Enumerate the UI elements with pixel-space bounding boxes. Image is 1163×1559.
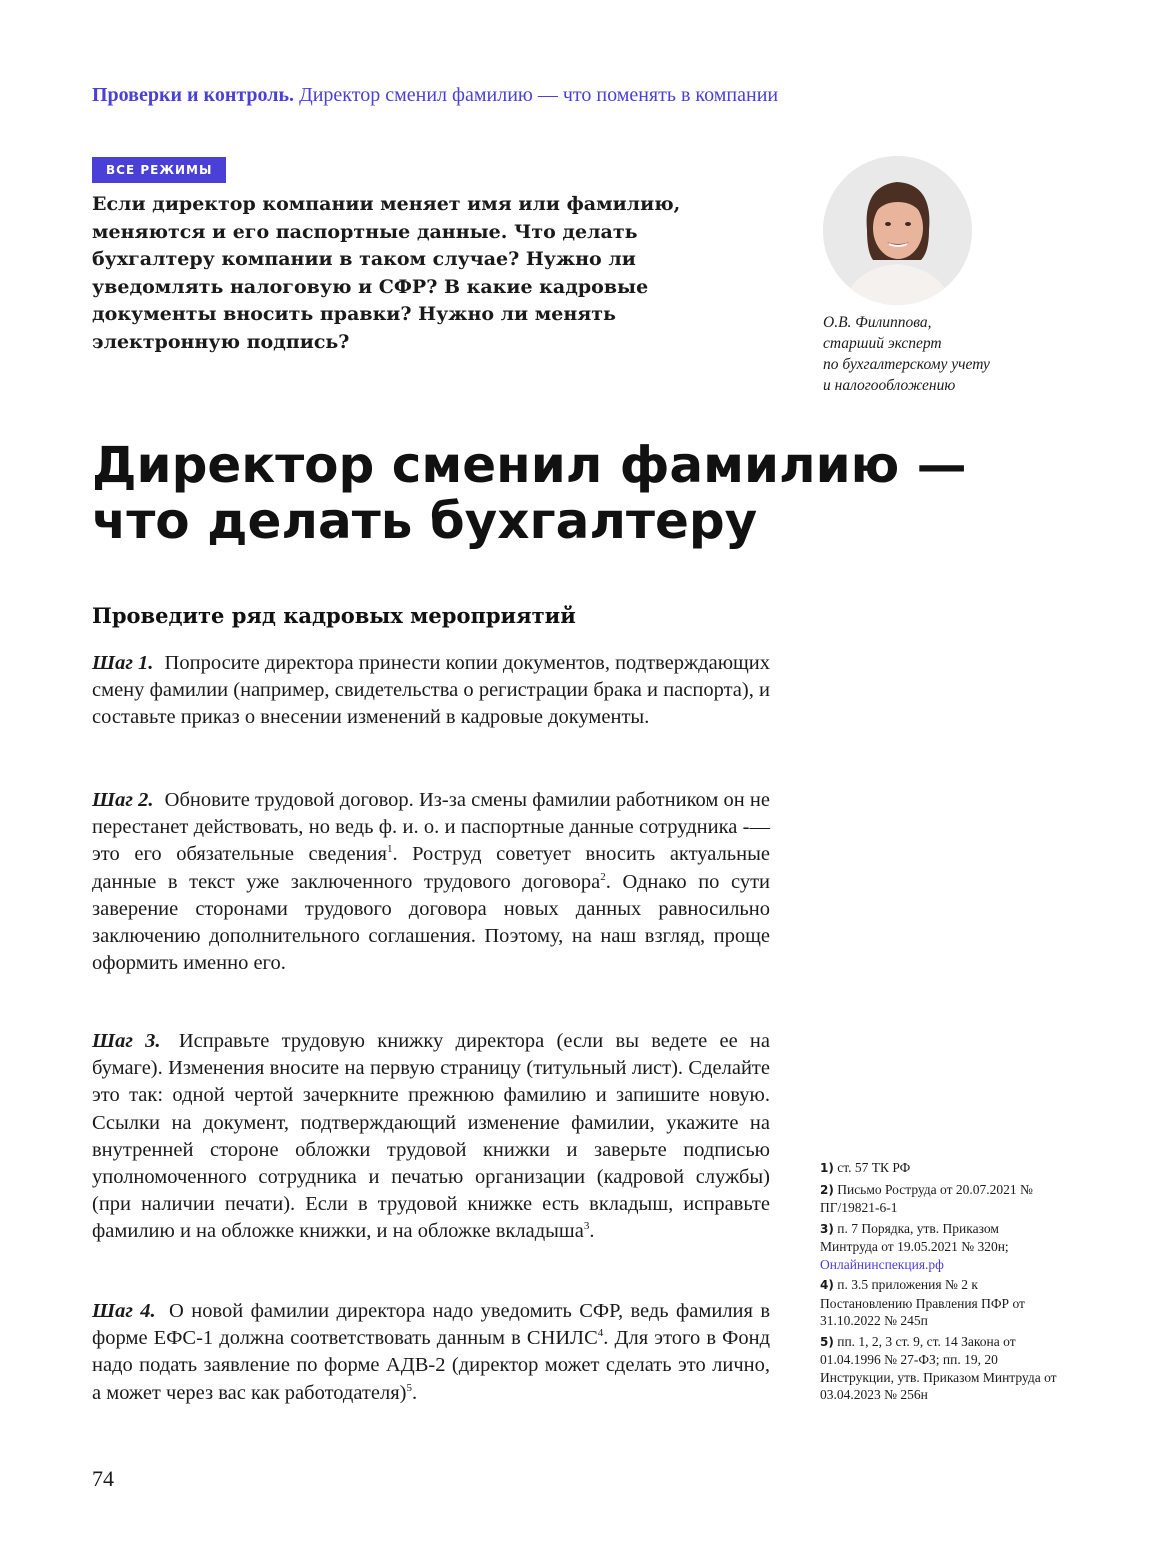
footnote-ref-4[interactable]: 4	[597, 1327, 604, 1340]
step-4-text-a: О новой фамилии директора надо уведомить СФР, ведь фамилия в форме ЕФС-1 должна соответствовать данным в СНИЛС	[92, 1300, 771, 1350]
footnote-5	[820, 1333, 1060, 1404]
lead-paragraph: Если директор компании меняет имя или фамилию, меняются и его паспортные данные. Что делать бухгалтеру компании в таком случае? Нужно ли уведомлять налоговую и СФР? В какие кадровые документы вносить правки? Нужно ли менять электронную подпись?	[92, 193, 681, 353]
footnote-3	[820, 1220, 1060, 1274]
tax-regime-badge: ВСЕ РЕЖИМЫ	[92, 157, 226, 183]
step-1-paragraph	[92, 650, 770, 732]
author-role-line-1: старший эксперт	[823, 335, 942, 352]
footnote-ref-1[interactable]: 1	[386, 843, 393, 856]
article-title-line-2: что делать бухгалтеру	[92, 492, 758, 550]
step-1-label: Шаг 1.	[92, 652, 154, 674]
footnote-2-number: 2)	[820, 1182, 834, 1197]
step-2-text-c: . Однако по сути заверение сторонами трудового договора новых данных равносильно заключению дополнительного соглашения. Поэтому, на наш взгляд, проще оформить именно его.	[92, 870, 770, 975]
footnote-3-link[interactable]: Онлайнинспекция.рф	[820, 1256, 944, 1272]
step-3-text-b: .	[589, 1220, 595, 1243]
step-4-paragraph	[92, 1298, 770, 1407]
running-head-article: Директор сменил фамилию — что поменять в компании	[299, 84, 779, 106]
step-4-label: Шаг 4.	[92, 1300, 156, 1322]
footnote-3-text: п. 7 Порядка, утв. Приказом Минтруда от 19.05.2021 № 320н;	[820, 1220, 1009, 1254]
author-photo	[823, 156, 972, 305]
step-3-text-a: Исправьте трудовую книжку директора (если вы ведете ее на бумаге). Изменения вносите на первую страницу (титульный лист). Сделайте это так: одной чертой зачеркните прежнюю фамилию и запишите новую. Ссылки на документ, подтверждающий изменение фамилии, укажите на внутренней стороне обложки трудовой книжки и заверьте подписью уполномоченного сотрудника и печатью организации (кадровой службы) (при наличии печати). Если в трудовой книжке есть вкладыш, исправьте фамилию и на обложке книжки, и на обложке вкладыша	[92, 1030, 771, 1243]
step-4-text-b: . Для этого в Фонд надо подать заявление по форме АДВ-2 (директор может сделать это лично, а может через вас как работодателя)	[92, 1327, 770, 1404]
step-2-label: Шаг 2.	[92, 789, 154, 811]
footnote-ref-2[interactable]: 2	[600, 870, 606, 883]
running-head-section: Проверки и контроль.	[92, 84, 295, 106]
step-2-paragraph	[92, 787, 770, 977]
running-head	[92, 84, 1052, 107]
step-3-label: Шаг 3.	[92, 1030, 161, 1052]
article-title-line-1: Директор сменил фамилию —	[92, 436, 967, 494]
footnote-4-number: 4)	[820, 1278, 834, 1292]
article-title	[92, 437, 1032, 549]
footnote-ref-5[interactable]: 5	[406, 1381, 412, 1394]
footnote-1-text: ст. 57 ТК РФ	[837, 1160, 911, 1175]
footnote-5-text: пп. 1, 2, 3 ст. 9, ст. 14 Закона от 01.04.1996 № 27-ФЗ; пп. 19, 20 Инструкции, утв. Приказом Минтруда от 03.04.2023 № 256н	[820, 1333, 1057, 1402]
step-2-text-b: . Роструд советует вносить актуальные данные в текст уже заключенного трудового договора	[92, 843, 770, 893]
author-name: О.В. Филиппова,	[823, 314, 932, 331]
step-2-text-a: Обновите трудовой договор. Из-за смены фамилии работником он не перестанет действовать, но ведь ф. и. о. и паспортные данные сотрудника -— это его обязательные сведения	[92, 789, 771, 866]
footnotes-column	[820, 1159, 1060, 1407]
section-subhead: Проведите ряд кадровых мероприятий	[92, 603, 576, 628]
footnote-ref-3[interactable]: 3	[583, 1220, 590, 1233]
step-1-text: Попросите директора принести копии документов, подтверждающих смену фамилии (например, свидетельства о регистрации брака и паспорта), и составьте приказ о внесении изменений в кадровые документы.	[92, 652, 771, 729]
author-role-line-3: и налогообложению	[823, 377, 956, 394]
footnote-2	[820, 1181, 1060, 1217]
footnote-4-text: п. 3.5 приложения № 2 к Постановлению Правления ПФР от 31.10.2022 № 245п	[820, 1277, 1025, 1328]
page-number: 74	[92, 1466, 114, 1491]
footnote-4	[820, 1276, 1060, 1330]
footnote-1	[820, 1159, 1060, 1178]
step-3-paragraph	[92, 1028, 770, 1246]
step-4-text-c: .	[411, 1381, 418, 1404]
footnote-3-number: 3)	[820, 1221, 834, 1236]
footnote-2-text: Письмо Роструда от 20.07.2021 № ПГ/19821-6-1	[820, 1181, 1033, 1215]
footnote-1-number: 1)	[820, 1161, 834, 1175]
author-role-line-2: по бухгалтерскому учету	[823, 356, 990, 373]
author-portrait-icon	[823, 156, 972, 305]
footnote-5-number: 5)	[820, 1334, 834, 1349]
author-caption	[823, 312, 1053, 396]
